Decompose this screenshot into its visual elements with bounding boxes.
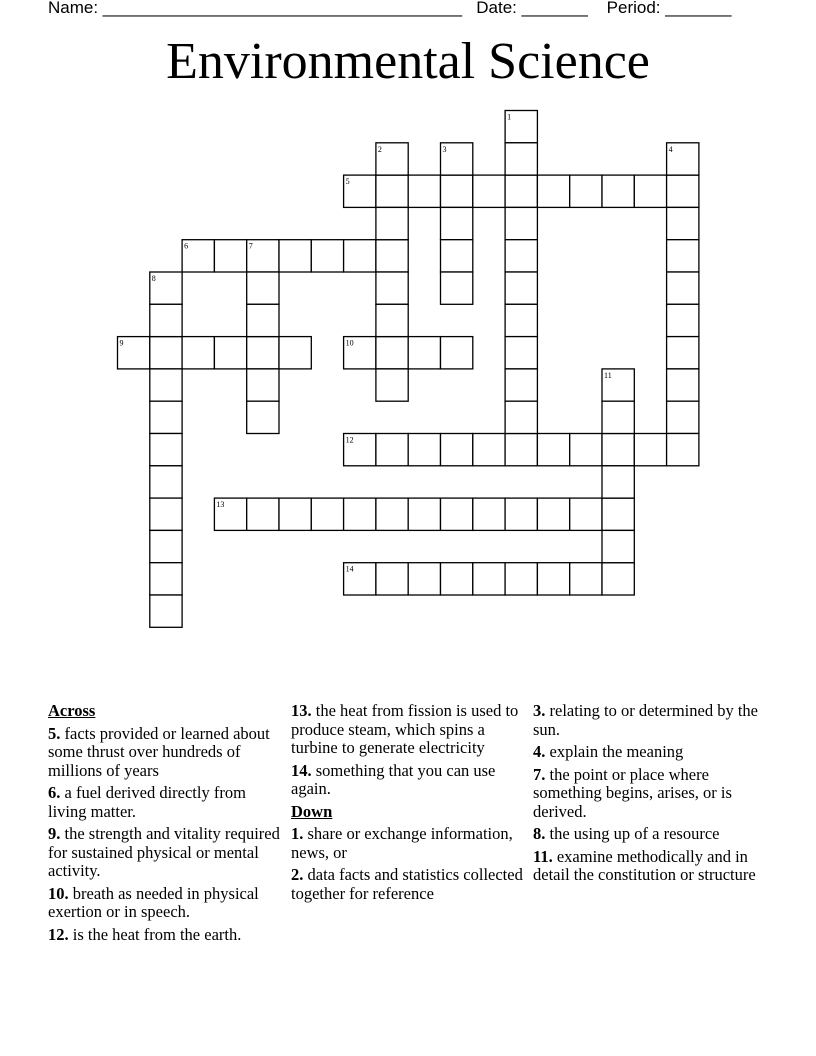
grid-cell [150,595,182,627]
grid-cell [537,498,569,530]
grid-cell [667,240,699,272]
grid-cell [602,498,634,530]
grid-cell [408,175,440,207]
grid-cell [473,498,505,530]
grid-cell [537,175,569,207]
grid-cell [247,369,279,401]
grid-cell [279,337,311,369]
grid-cell [505,434,537,466]
grid-cell [505,304,537,336]
clue-down-8: 8. the using up of a resource [533,824,720,843]
grid-cell [570,498,602,530]
clue-across-13: 13. the heat from fission is used to produce steam, which spins a turbine to generate electricity [291,701,519,757]
clue-across-6: 6. a fuel derived directly from living matter. [48,783,246,821]
grid-cell [344,240,376,272]
clues-column-2 [291,702,529,907]
clue-number-label: 3 [442,144,447,154]
clue-number-label: 2 [377,144,382,154]
clue-down-3: 3. relating to or determined by the sun. [533,701,758,739]
grid-cell [505,563,537,595]
clue-across-14: 14. something that you can use again. [291,760,496,798]
grid-cell [408,337,440,369]
clue-down-4: 4. explain the meaning [533,742,684,761]
name-date-period-line: Name: ______________________________________ Date: _______ Period: _______ [48,0,732,17]
grid-cell [376,563,408,595]
grid-cell [150,563,182,595]
grid-cell [537,434,569,466]
grid-cell [441,434,473,466]
grid-cell [214,337,246,369]
grid-cell [505,272,537,304]
grid-cell [667,175,699,207]
grid-cell [376,175,408,207]
grid-cell [247,272,279,304]
grid-cell [441,498,473,530]
clue-down-7: 7. the point or place where something begins, arises, or is derived. [533,764,732,821]
grid-cell [150,304,182,336]
grid-cell [408,498,440,530]
clue-number-label: 1 [507,112,512,122]
grid-cell [441,240,473,272]
grid-cell [376,240,408,272]
grid-cell [505,240,537,272]
clue-across-10: 10. breath as needed in physical exertion or in speech. [48,883,259,921]
grid-cell [602,175,634,207]
grid-cell [667,369,699,401]
grid-cell [376,272,408,304]
clues-column-3 [533,702,773,889]
clue-number-label: 4 [668,144,673,154]
grid-cell [505,143,537,175]
clue-number-label: 14 [345,564,354,574]
grid-cell [505,175,537,207]
grid-cell [667,304,699,336]
grid-cell [602,563,634,595]
grid-cell [247,498,279,530]
grid-cell [150,337,182,369]
grid-cell [311,498,343,530]
grid-cell [505,207,537,239]
grid-cell [634,175,666,207]
grid-cell [473,563,505,595]
grid-cell [150,530,182,562]
grid-cell [150,466,182,498]
grid-cell [505,498,537,530]
grid-cell [441,337,473,369]
grid-cell [408,563,440,595]
grid-cell [667,337,699,369]
grid-cell [150,401,182,433]
grid-cell [602,530,634,562]
grid-cell [376,498,408,530]
grid-cell [441,207,473,239]
grid-cell [634,434,666,466]
grid-cell [247,304,279,336]
grid-cell [279,498,311,530]
grid-cell [344,498,376,530]
grid-cell [473,434,505,466]
grid-cell [247,337,279,369]
grid-cell [376,369,408,401]
grid-cell [150,498,182,530]
clue-number-label: 5 [345,177,350,187]
grid-cell [602,466,634,498]
grid-cell [537,563,569,595]
grid-cell [376,337,408,369]
grid-cell [247,401,279,433]
grid-cell [570,434,602,466]
grid-cell [311,240,343,272]
down-heading: Down [291,801,333,821]
page-title: Environmental Science [166,33,650,90]
clue-across-5: 5. facts provided or learned about some thrust over hundreds of millions of years [48,723,270,780]
grid-cell [667,401,699,433]
grid-cell [505,369,537,401]
grid-cell [376,434,408,466]
clue-number-label: 8 [151,274,156,283]
grid-cell [667,272,699,304]
clue-number-label: 7 [248,241,253,251]
grid-cell [505,401,537,433]
grid-cell [667,434,699,466]
grid-cell [602,434,634,466]
grid-cell [602,401,634,433]
grid-cell [667,207,699,239]
clue-number-label: 11 [604,370,612,380]
clue-number-label: 9 [119,338,124,348]
grid-cell [441,272,473,304]
clue-down-11: 11. examine methodically and in detail the constitution or structure [533,846,756,884]
clue-number-label: 12 [345,435,354,445]
clue-number-label: 13 [216,500,225,510]
clue-down-2: 2. data facts and statistics collected together for reference [291,865,523,903]
clue-down-1: 1. share or exchange information, news, or [291,824,513,862]
grid-cell [376,207,408,239]
clue-across-9: 9. the strength and vitality required for sustained physical or mental activity. [48,824,280,880]
clue-number-label: 6 [184,241,189,251]
grid-cell [408,434,440,466]
grid-cell [570,175,602,207]
grid-cell [182,337,214,369]
grid-cell [150,369,182,401]
grid-cell [473,175,505,207]
grid-cell [505,337,537,369]
grid-cell [214,240,246,272]
grid-cell [376,304,408,336]
grid-cell [441,175,473,207]
across-heading: Across [48,701,96,720]
grid-cell [441,563,473,595]
clue-number-label: 10 [345,338,354,348]
clues-column-1 [48,702,283,948]
grid-cell [279,240,311,272]
clue-across-12: 12. is the heat from the earth. [48,924,242,944]
grid-cell [150,434,182,466]
grid-cell [570,563,602,595]
